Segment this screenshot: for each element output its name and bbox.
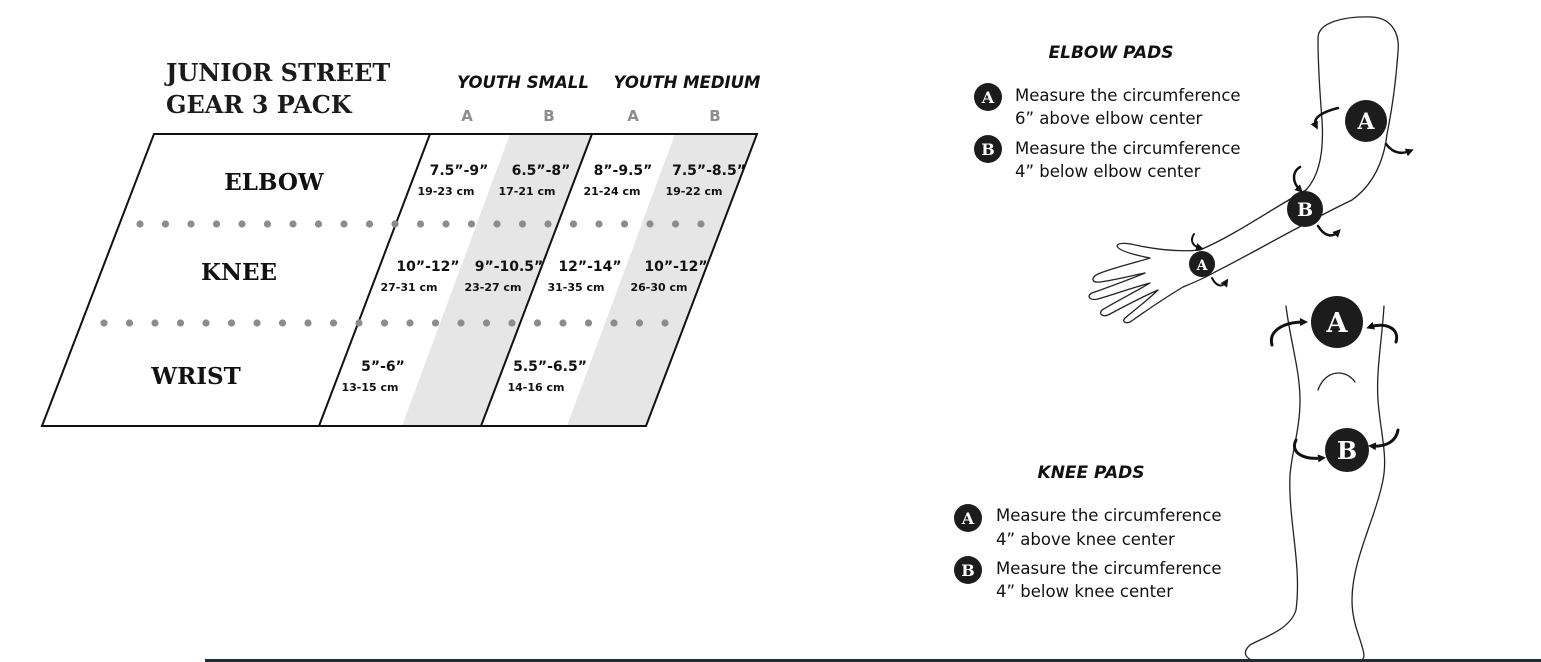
forearm-arrow-icon — [1294, 167, 1300, 190]
elbow-b-line1: Measure the circumference — [1015, 139, 1241, 158]
leg-upper-arrow-left-icon — [1271, 322, 1304, 345]
separator-dot — [585, 319, 592, 326]
cell-elbow-ys-b-cm: 17-21 cm — [498, 185, 556, 198]
header-youth-small-b: B — [543, 107, 555, 125]
separator-dot — [570, 220, 577, 227]
cell-elbow-ys-a-inch: 7.5”-9” — [429, 163, 489, 179]
cell-elbow-ym-b-inch: 7.5”-8.5” — [672, 163, 746, 179]
cell-wrist-ys-inch: 5”-6” — [361, 359, 405, 375]
knee-b-line2: 4” below knee center — [996, 582, 1173, 601]
cell-elbow-ym-b-cm: 19-22 cm — [665, 185, 723, 198]
separator-dot — [432, 319, 439, 326]
header-youth-medium: YOUTH MEDIUM — [613, 73, 761, 92]
header-youth-medium-b: B — [709, 107, 721, 125]
knee-pads-title: KNEE PADS — [1037, 463, 1145, 483]
knee-a-line2: 4” above knee center — [996, 530, 1175, 549]
elbow-a-badge-letter: A — [981, 88, 995, 107]
cell-elbow-ys-a-cm: 19-23 cm — [417, 185, 475, 198]
knee-cap-outline — [1318, 373, 1355, 390]
separator-dot — [417, 220, 424, 227]
elbow-a-line2: 6” above elbow center — [1015, 109, 1203, 128]
row-label-knee: KNEE — [200, 259, 278, 286]
header-youth-small: YOUTH SMALL — [457, 73, 589, 92]
separator-dot — [238, 220, 245, 227]
wrist-arrow-icon — [1192, 234, 1200, 248]
cell-knee-ym-b-cm: 26-30 cm — [630, 281, 688, 294]
separator-dot — [442, 220, 449, 227]
leg-lower-arrow-left-icon — [1294, 440, 1322, 458]
row-separator-1 — [136, 220, 704, 227]
arm-upper-arrow-icon — [1315, 108, 1338, 126]
separator-dot — [213, 220, 220, 227]
separator-dot — [202, 319, 209, 326]
separator-dot — [355, 319, 362, 326]
header-youth-small-a: A — [461, 107, 473, 125]
separator-dot — [672, 220, 679, 227]
separator-dot — [100, 319, 107, 326]
separator-dot — [559, 319, 566, 326]
leg-illustration — [1245, 306, 1398, 662]
cell-wrist-ys-cm: 13-15 cm — [341, 381, 399, 394]
leg-upper-arrow-right-icon — [1370, 325, 1397, 342]
cell-wrist-ym-inch: 5.5”-6.5” — [513, 359, 587, 375]
separator-dot — [381, 319, 388, 326]
product-title-line2: GEAR 3 PACK — [166, 90, 352, 119]
knee-a-badge-letter: A — [961, 509, 975, 528]
arm-badges — [1189, 100, 1387, 277]
elbow-b-line2: 4” below elbow center — [1015, 162, 1201, 181]
separator-dot — [493, 220, 500, 227]
row-label-elbow: ELBOW — [224, 169, 324, 196]
separator-dot — [264, 220, 271, 227]
separator-dot — [330, 319, 337, 326]
separator-dot — [636, 319, 643, 326]
separator-dot — [483, 319, 490, 326]
separator-dot — [315, 220, 322, 227]
cell-knee-ym-b-inch: 10”-12” — [644, 259, 708, 275]
separator-dot — [391, 220, 398, 227]
separator-dot — [340, 220, 347, 227]
separator-dot — [610, 319, 617, 326]
separator-dot — [228, 319, 235, 326]
leg-badges — [1311, 296, 1369, 472]
separator-dot — [126, 319, 133, 326]
cell-knee-ym-a-inch: 12”-14” — [558, 259, 622, 275]
cell-elbow-ym-a-inch: 8”-9.5” — [593, 163, 653, 179]
product-title-line1: JUNIOR STREET — [166, 58, 391, 87]
separator-dot — [508, 319, 515, 326]
arm-upper-badge-letter: A — [1357, 109, 1375, 135]
separator-dot — [595, 220, 602, 227]
wrist-arrow-lower-icon — [1212, 278, 1226, 285]
knee-a-line1: Measure the circumference — [996, 506, 1222, 525]
cell-knee-ys-a-cm: 27-31 cm — [380, 281, 438, 294]
leg-front-outline — [1245, 306, 1300, 662]
elbow-pads-legend — [974, 43, 1241, 181]
elbow-pads-title: ELBOW PADS — [1048, 43, 1174, 63]
cell-wrist-ym-cm: 14-16 cm — [507, 381, 565, 394]
row-label-wrist: WRIST — [151, 363, 241, 390]
knee-b-line1: Measure the circumference — [996, 559, 1222, 578]
separator-dot — [621, 220, 628, 227]
separator-dot — [534, 319, 541, 326]
forearm-arrow-lower-icon — [1318, 226, 1338, 235]
leg-lower-arrow-right-icon — [1372, 430, 1398, 446]
size-table — [42, 58, 761, 426]
row-separator-2 — [100, 319, 668, 326]
leg-back-outline — [1352, 306, 1385, 662]
separator-dot — [151, 319, 158, 326]
arm-forearm-badge-letter: B — [1296, 199, 1314, 221]
elbow-b-badge-letter: B — [981, 140, 995, 159]
separator-dot — [289, 220, 296, 227]
separator-dot — [253, 319, 260, 326]
cell-elbow-ym-a-cm: 21-24 cm — [583, 185, 641, 198]
separator-dot — [468, 220, 475, 227]
header-youth-medium-a: A — [627, 107, 639, 125]
separator-dot — [304, 319, 311, 326]
knee-pads-legend — [954, 463, 1222, 601]
separator-dot — [646, 220, 653, 227]
elbow-a-line1: Measure the circumference — [1015, 86, 1241, 105]
separator-dot — [519, 220, 526, 227]
leg-upper-badge-letter: A — [1326, 308, 1348, 339]
cell-elbow-ys-b-inch: 6.5”-8” — [511, 163, 571, 179]
separator-dot — [544, 220, 551, 227]
leg-lower-badge-letter: B — [1336, 436, 1358, 465]
cell-knee-ys-b-inch: 9”-10.5” — [474, 259, 544, 275]
separator-dot — [279, 319, 286, 326]
separator-dot — [697, 220, 704, 227]
knee-b-badge-letter: B — [961, 561, 975, 580]
separator-dot — [366, 220, 373, 227]
separator-dot — [162, 220, 169, 227]
arm-wrist-badge-letter: A — [1196, 258, 1208, 274]
separator-dot — [661, 319, 668, 326]
separator-dot — [177, 319, 184, 326]
cell-knee-ys-b-cm: 23-27 cm — [464, 281, 522, 294]
arm-upper-arrow-right-icon — [1386, 144, 1410, 153]
separator-dot — [457, 319, 464, 326]
separator-dot — [406, 319, 413, 326]
separator-dot — [136, 220, 143, 227]
separator-dot — [187, 220, 194, 227]
cell-knee-ys-a-inch: 10”-12” — [396, 259, 460, 275]
cell-knee-ym-a-cm: 31-35 cm — [547, 281, 605, 294]
